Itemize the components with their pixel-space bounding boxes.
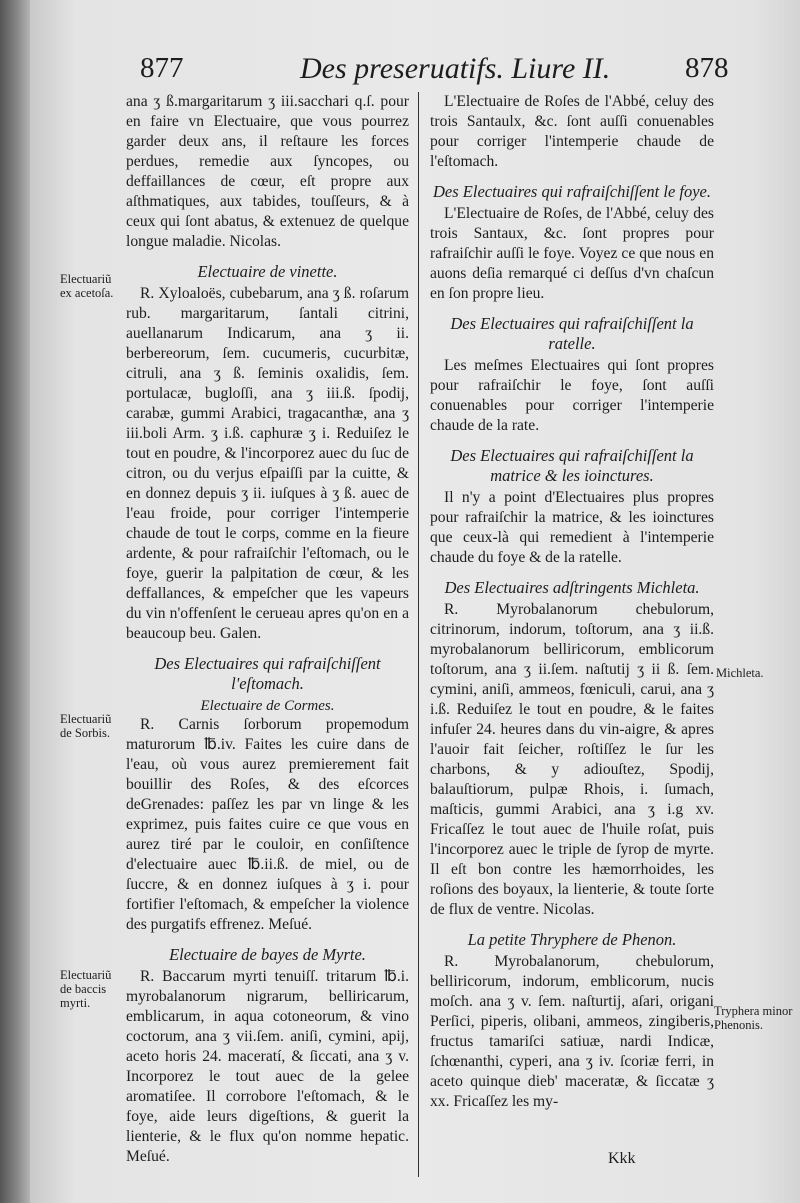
margin-note-myrti: Electuariũ de baccis myrti.	[60, 968, 112, 1010]
section-heading: Des Electuaires adſtringents Michleta.	[444, 578, 700, 597]
paragraph: R. Carnis ſorborum propemodum maturorum ℔.iv. Faites les cuire dans de l'eau, où vous aurez premierement fait bouillir des Roſes, & des eſcorces deGrenades: paſſez les par vn linge & les exprimez, puis faites cuire ce que vous en aurez tiré par le couloir, en conſiſtence d'electuaire auec ℔.ii.ß. de miel, ou de ſuccre, & en donnez iuſques à ʒ i. pour fortifier l'eſtomach, & empeſcher la violence des purgatifs effrenez. Meſué.	[126, 716, 409, 933]
running-title: Des preseruatifs. Liure II.	[300, 52, 611, 85]
column-divider	[418, 92, 419, 1177]
paragraph: Il n'y a point d'Electuaires plus propres pour rafraiſchir la matrice, & les ioinctures que ceux-là qui remedient à l'intemperie chaude du foye & de la ratelle.	[430, 489, 714, 566]
margin-note-vinette: Electuariũ ex acetoſa.	[60, 272, 114, 300]
left-column	[126, 92, 409, 1167]
book-spine-shadow	[0, 0, 30, 1203]
page-number-left: 877	[140, 52, 184, 84]
margin-note-sorbis: Electuariũ de Sorbis.	[60, 712, 112, 740]
paragraph: Les meſmes Electuaires qui ſont propres pour rafraiſchir le foye, ſont auſſi conuenables pour corriger l'intemperie chaude de la rate.	[430, 357, 714, 434]
right-column	[430, 92, 714, 1112]
paragraph: R. Baccarum myrti tenuiſſ. tritarum ℔.i. myrobalanorum nigrarum, belliricarum, emblicarum, in aqua cotoneorum, & vino coctorum, ana ʒ vii.ſem. aniſi, cymini, apij, aceto horis 24. maceratí, & ſiccati, ana ʒ v. Incorporez le tout auec de la gelee aromatiſee. Il corrobore l'eſtomach, & le foye, aide leurs digeſtions, & guerit la lienterie, & le flux qu'on nomme hepatic. Meſué.	[126, 968, 409, 1165]
page-number-right: 878	[685, 52, 729, 84]
section-heading: Des Electuaires qui rafraiſchiſſent le foye.	[433, 182, 711, 201]
paragraph: R. Myrobalanorum, chebulorum, belliricorum, indorum, emblicorum, nucis moſch. ana ʒ v. ſem. naſturtij, aſari, origani Perſici, piperis, olibani, ammeos, zingiberis, fructus tamariſci satiuæ, nardi Indicæ, ſchœnanthi, cyperi, ana ʒ iv. ſcoriæ ferri, in aceto quinque dieb' maceratæ, & ſiccatæ ʒ xx. Fricaſſez les my-	[430, 953, 714, 1110]
section-heading: Electuaire de bayes de Myrte.	[169, 945, 366, 964]
paragraph: R. Xyloaloës, cubebarum, ana ʒ ß. roſarum rub. margaritarum, ſantali citrini, auellanarum Indicarum, ana ʒ ii. berbereorum, ſem. cucumeris, cucurbitæ, citruli, ana ʒ ß. ſeminis oxalidis, ſem. portulacæ, bugloſſi, ana ʒ iii.ß. ſpodij, carabæ, gummi Arabici, tragacanthæ, ana ʒ iii.boli Arm. ʒ i.ß. caphuræ ʒ i. Reduiſez le tout en poudre, & l'incorporez auec du ſuc de citron, ou du verjus eſpaiſſi par la cuitte, & en donnez depuis ʒ ii. iuſques à ʒ ß. auec de l'eau froide, pour corriger l'intemperie chaude de tout le corps, comme en la fieure ardente, & pour rafraiſchir l'eſtomach, ou le foye, guerir la palpitation de cœur, & les deffallances, & empeſcher que les vapeurs du vin n'offenſent le cerueau apres qu'on en a beaucoup beu. Galen.	[126, 285, 409, 642]
paragraph: L'Electuaire de Roſes de l'Abbé, celuy des trois Santaulx, &c. ſont auſſi conuenables pour corriger l'intemperie chaude de l'eſtomach.	[430, 93, 714, 170]
paragraph: L'Electuaire de Roſes, de l'Abbé, celuy des trois Santaux, &c. ſont propres pour rafraiſchir auſſi le foye. Voyez ce que nous en auons deſia remarqué ci deſſus d'vn chaſcun en ſon propre lieu.	[430, 205, 714, 302]
section-heading: Des Electuaires qui rafraiſchiſſent la ratelle.	[450, 314, 694, 353]
section-heading: La petite Thryphere de Phenon.	[467, 930, 677, 949]
section-heading: Des Electuaires qui rafraiſchiſſent l'eſtomach.	[154, 654, 381, 693]
catchword: Kkk	[608, 1150, 636, 1167]
paragraph: ana ʒ ß.margaritarum ʒ iii.sacchari q.ſ. pour en faire vn Electuaire, que vous pourrez garder deux ans, il reſtaure les forces perdues, remedie aux ſyncopes, ou deffaillances de cœur, eſt propre aux aſthmatiques, aux tabides, touſſeurs, & à ceux qui ſont abatus, & extenuez de quelque longue maladie. Nicolas.	[126, 93, 409, 250]
subsection-heading: Electuaire de Cormes.	[200, 698, 335, 714]
paragraph: R. Myrobalanorum chebulorum, citrinorum, indorum, toſtorum, ana ʒ ii.ß. myrobalanorum belliricorum, emblicorum toſtorum, ana ʒ ii.ſem. naſtutij ʒ ii ß. ſem. cymini, aniſi, ammeos, fœniculi, carui, ana ʒ i.ß. Reduiſez le tout en poudre, & le faites infuſer 24. heures dans du vin-aigre, & apres l'auoir fait ſeicher, roſtiſſez le ſur les charbons, & y adiouſtez, Spodij, balauſtiorum, pulpæ Rhois, i. ſumach, maſticis, gummi Arabici, ana ʒ i.g xv. Fricaſſez le tout auec de l'huile roſat, puis l'incorporez auec le triple de ſyrop de myrte. Il eſt bon contre les hæmorrhoides, les roſions des boyaux, la lienterie, & toute ſorte de flux de ventre. Nicolas.	[430, 601, 714, 918]
section-heading: Des Electuaires qui rafraiſchiſſent la matrice & les ioinctures.	[450, 446, 694, 485]
section-heading: Electuaire de vinette.	[197, 262, 338, 281]
margin-note-michleta: Michleta.	[716, 666, 764, 680]
margin-note-tryphera: Tryphera minor Phenonis.	[714, 1004, 793, 1032]
